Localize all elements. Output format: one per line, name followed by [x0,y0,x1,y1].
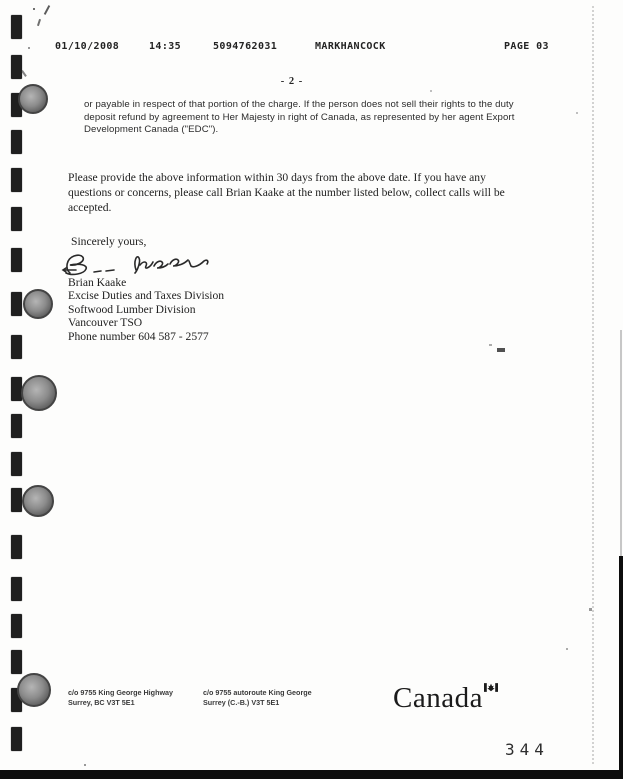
signature-block [68,276,224,343]
scan-speck [489,344,492,346]
footer-address-fr-line2: Surrey (C.-B.) V3T 5E1 [203,697,280,707]
binding-hole-mark [11,727,22,751]
scan-speck [430,90,432,92]
scan-noise-column [592,6,594,764]
canada-flag-icon [484,683,498,692]
binding-hole-mark [11,168,22,192]
scan-edge-right [619,556,623,779]
scan-speck [33,8,35,10]
fax-number: 5094762031 [213,41,278,52]
binding-hole-mark [11,650,22,674]
canada-wordmark [393,682,483,715]
binding-hole-mark [11,292,22,316]
binding-hole-mark [11,488,22,512]
signer-phone: Phone number 604 587 - 2577 [68,329,209,343]
scan-speck [28,47,30,49]
scan-speck [566,648,568,650]
punch-hole-shadow [22,485,54,517]
footer-address-french [203,688,312,707]
body-paragraph-1: or payable in respect of that portion of the charge. If the person does not sell their rights to the duty deposit refund by agreement to Her Majesty in right of Canada, as represented by her agent Export Development Canada ("EDC"). [84,99,515,136]
scan-edge-right-faint [620,330,622,560]
footer-address-fr-line1: c/o 9755 autoroute King George [203,688,312,697]
signer-division-2: Softwood Lumber Division [68,302,196,316]
fax-date: 01/10/2008 [55,41,120,52]
binding-hole-mark [11,535,22,559]
body-paragraph-2: Please provide the above information within 30 days from the above date. If you have any questions or concerns, please call Brian Kaake at the number listed below, collect calls will be accepted. [68,171,505,214]
closing-salutation: Sincerely yours, [71,235,147,248]
scan-speck [44,5,50,15]
canada-wordmark-text: Canada [393,682,483,714]
binding-hole-mark [11,55,22,79]
page-stamp-number: 344 [505,740,549,759]
punch-hole-shadow [17,673,51,707]
footer-address-en-line2: Surrey, BC V3T 5E1 [68,697,135,707]
binding-hole-mark [11,130,22,154]
signer-division-1: Excise Duties and Taxes Division [68,289,225,303]
scan-speck [576,112,578,114]
page-number-mark: - 2 - [280,76,304,87]
footer-address-english [68,688,173,707]
binding-hole-mark [11,414,22,438]
fax-sender-id: MARKHANCOCK [315,41,386,52]
fax-time: 14:35 [149,41,182,52]
binding-hole-mark [11,15,22,39]
binding-hole-mark [11,335,22,359]
binding-hole-mark [11,207,22,231]
binding-hole-mark [11,577,22,601]
binding-hole-mark [11,614,22,638]
fax-page-number: PAGE 03 [504,41,549,52]
binding-hole-mark [11,248,22,272]
punch-hole-shadow [21,375,57,411]
scan-speck [37,19,41,26]
punch-hole-shadow [23,289,53,319]
scan-edge-bottom [0,770,623,779]
punch-hole-shadow [18,84,48,114]
binding-hole-mark [11,452,22,476]
signer-name: Brian Kaake [68,276,127,289]
footer-address-en-line1: c/o 9755 King George Highway [68,688,174,697]
signer-office: Vancouver TSO [68,316,143,330]
scan-speck [21,70,27,77]
scan-speck [84,764,86,766]
scan-speck [497,348,505,352]
